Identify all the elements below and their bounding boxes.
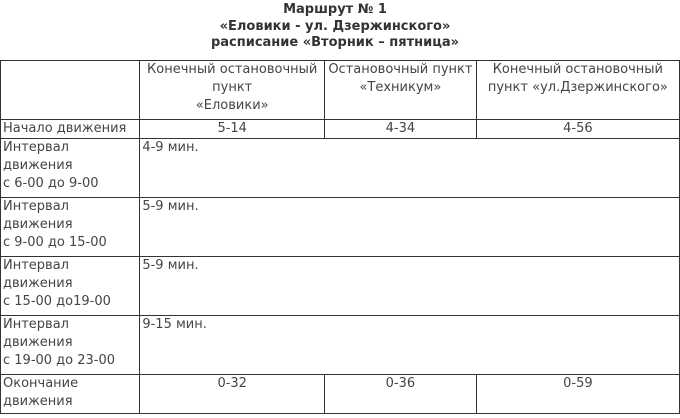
table-row-interval	[1, 139, 680, 198]
table-row-interval	[1, 198, 680, 257]
interval-value: 5-9 мин.	[140, 257, 680, 316]
end-label: Окончание движения	[1, 375, 140, 414]
interval-label: Интервал движения с 6-00 до 9-00	[1, 139, 140, 198]
interval-value: 9-15 мин.	[140, 316, 680, 375]
interval-value: 5-9 мин.	[140, 198, 680, 257]
end-time-elovik: 0-32	[140, 375, 325, 414]
start-time-tekhnikum: 4-34	[325, 120, 477, 139]
end-time-dzerzhinsky: 0-59	[476, 375, 679, 414]
end-time-tekhnikum: 0-36	[325, 375, 477, 414]
table-row-interval	[1, 316, 680, 375]
route-direction: «Еловики - ул. Дзержинского»	[219, 18, 451, 34]
interval-label: Интервал движения с 19-00 до 23-00	[1, 316, 140, 375]
header-stop-tekhnikum: Остановочный пункт «Техникум»	[325, 61, 477, 120]
schedule-title	[0, 0, 680, 52]
route-number: Маршрут № 1	[283, 2, 387, 17]
interval-value: 4-9 мин.	[140, 139, 680, 198]
table-header-row	[1, 61, 680, 120]
table-row-end	[1, 375, 680, 414]
start-label: Начало движения	[1, 120, 140, 139]
header-stop-elovik: Конечный остановочный пункт «Еловики»	[140, 61, 325, 120]
interval-label: Интервал движения с 9-00 до 15-00	[1, 198, 140, 257]
table-row-interval	[1, 257, 680, 316]
interval-label: Интервал движения с 15-00 до19-00	[1, 257, 140, 316]
start-time-elovik: 5-14	[140, 120, 325, 139]
header-empty-cell	[1, 61, 140, 120]
schedule-table	[0, 60, 680, 414]
table-row-start	[1, 120, 680, 139]
header-stop-dzerzhinsky: Конечный остановочный пункт «ул.Дзержинского»	[476, 61, 679, 120]
start-time-dzerzhinsky: 4-56	[476, 120, 679, 139]
schedule-days: расписание «Вторник – пятница»	[210, 35, 460, 50]
